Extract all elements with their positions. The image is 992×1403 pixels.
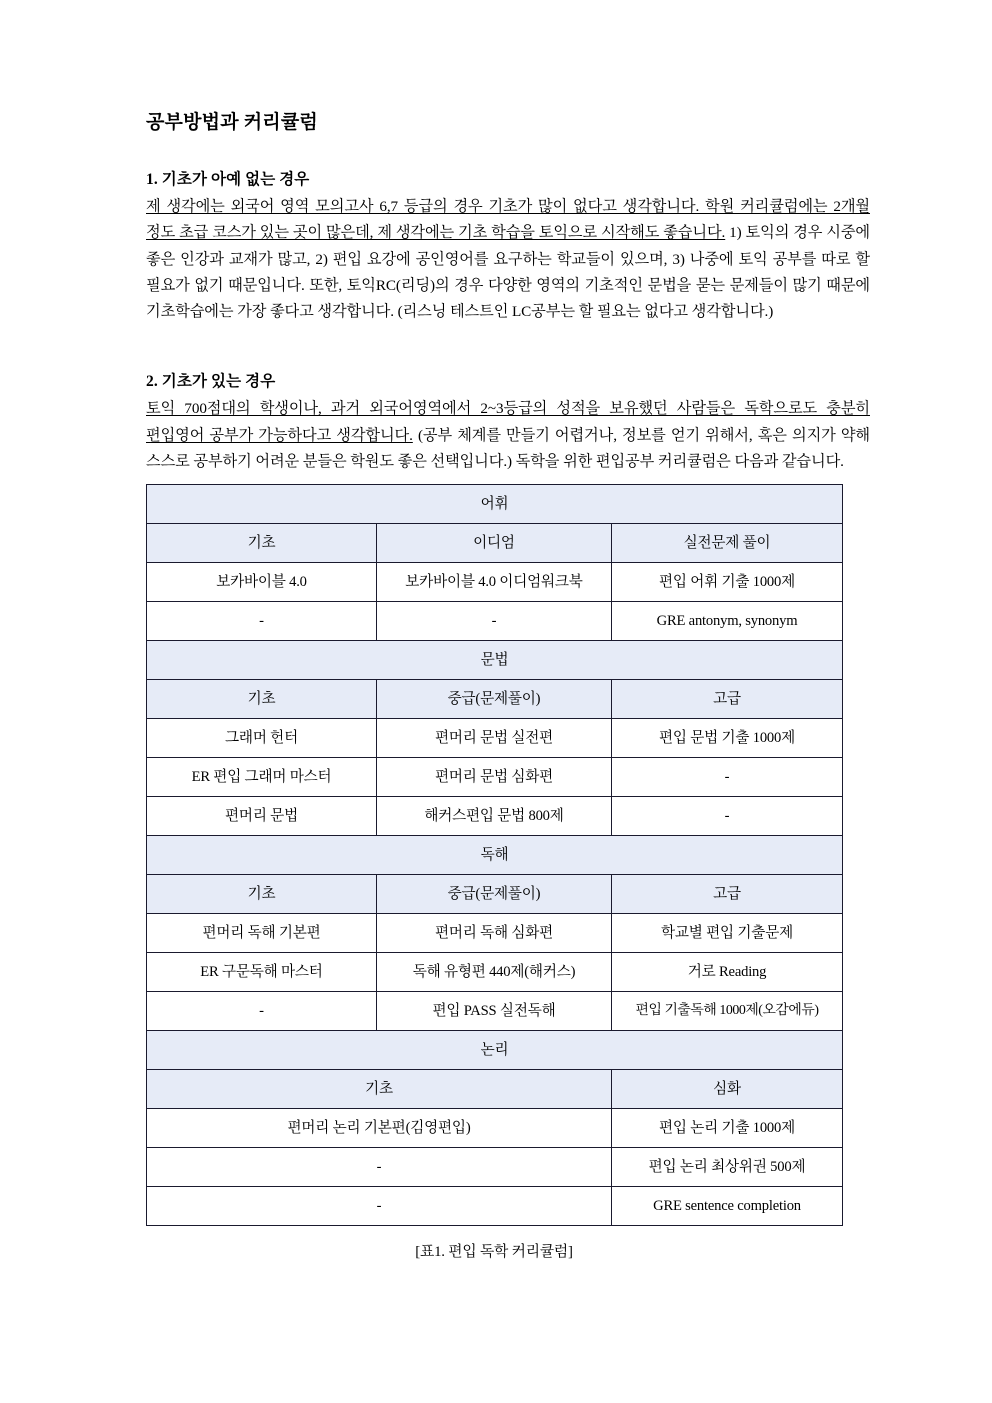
table-row (147, 796, 843, 835)
column-header: 심화 (612, 1069, 843, 1108)
band-label-logic: 논리 (147, 1030, 843, 1069)
section-paragraph-2 (146, 396, 870, 474)
table-cell: 편입 문법 기출 1000제 (612, 718, 843, 757)
table-cell: 편머리 문법 심화편 (377, 757, 612, 796)
table-cell: 해커스편입 문법 800제 (377, 796, 612, 835)
table-cell: 편입 어휘 기출 1000제 (612, 562, 843, 601)
table-row (147, 952, 843, 991)
column-header: 중급(문제풀이) (377, 679, 612, 718)
band-label-vocabulary: 어휘 (147, 484, 843, 523)
column-header: 고급 (612, 679, 843, 718)
table-cell: ER 편입 그래머 마스터 (147, 757, 377, 796)
section-2-underlined-lead: 토익 700점대의 학생이나, 과거 외국어영역에서 2~3등급의 성적을 보유했던 사람들은 독학으로도 충분히 편입영어 공부가 가능하다고 생각합니다. (146, 400, 870, 444)
column-header: 기초 (147, 1069, 612, 1108)
table-band-row (147, 484, 843, 523)
table-cell: 편입 논리 기출 1000제 (612, 1108, 843, 1147)
table-cell: 편머리 독해 기본편 (147, 913, 377, 952)
table-header-row (147, 679, 843, 718)
table-cell: 보카바이블 4.0 (147, 562, 377, 601)
table-cell: 편입 논리 최상위권 500제 (612, 1147, 843, 1186)
table-cell: GRE sentence completion (612, 1186, 843, 1225)
table-cell: - (612, 757, 843, 796)
table-header-row (147, 523, 843, 562)
column-header: 기초 (147, 679, 377, 718)
paragraph-spacer (146, 325, 870, 371)
table-row (147, 757, 843, 796)
section-heading-2: 2. 기초가 있는 경우 (146, 372, 276, 390)
table-cell: - (147, 601, 377, 640)
table-cell: 보카바이블 4.0 이디엄워크북 (377, 562, 612, 601)
table-caption: [표1. 편입 독학 커리큘럼] (415, 1243, 573, 1260)
table-cell: 그래머 헌터 (147, 718, 377, 757)
table-row (147, 718, 843, 757)
column-header: 기초 (147, 874, 377, 913)
table-cell: 편입 PASS 실전독해 (377, 991, 612, 1030)
table-cell: 학교별 편입 기출문제 (612, 913, 843, 952)
table-cell: 거로 Reading (612, 952, 843, 991)
table-header-row (147, 874, 843, 913)
table-row (147, 601, 843, 640)
column-header: 중급(문제풀이) (377, 874, 612, 913)
band-label-grammar: 문법 (147, 640, 843, 679)
table-row (147, 913, 843, 952)
table-cell: - (147, 1186, 612, 1225)
table-cell: - (377, 601, 612, 640)
table-cell: 편머리 문법 (147, 796, 377, 835)
table-row (147, 562, 843, 601)
table-row (147, 1147, 843, 1186)
table-cell: - (147, 991, 377, 1030)
page-title: 공부방법과 커리큘럼 (146, 112, 318, 133)
band-label-reading: 독해 (147, 835, 843, 874)
table-band-row (147, 835, 843, 874)
column-header: 이디엄 (377, 523, 612, 562)
section-paragraph-1 (146, 194, 870, 325)
table-cell: 편머리 문법 실전편 (377, 718, 612, 757)
table-band-row (147, 640, 843, 679)
table-row (147, 1186, 843, 1225)
section-heading-1: 1. 기초가 아예 없는 경우 (146, 170, 310, 188)
table-cell: - (147, 1147, 612, 1186)
column-header: 고급 (612, 874, 843, 913)
table-row (147, 1108, 843, 1147)
table-cell: - (612, 796, 843, 835)
table-cell: GRE antonym, synonym (612, 601, 843, 640)
section-1-rest: 1) 토익의 경우 시중에 좋은 인강과 교재가 많고, 2) 편입 요강에 공인영어를 요구하는 학교들이 있으며, 3) 나중에 토익 공부를 따로 할 필요가 없기 때문입니다. 또한, 토익RC(리딩)의 경우 다양한 영역의 기초적인 문법을 묻는 문제들이 많기 때문에 기초학습에는 가장 좋다고 생각합니다. (리스닝 테스트인 LC공부는 할 필요는 없다고 생각합니다.) (146, 224, 870, 320)
section-2-rest: (공부 체계를 만들기 어렵거나, 정보를 얻기 위해서, 혹은 의지가 약해 스스로 공부하기 어려운 분들은 학원도 좋은 선택입니다.) 독학을 위한 편입공부 커리큘럼은 다음과 같습니다. (146, 426, 870, 470)
table-cell: 독해 유형편 440제(해커스) (377, 952, 612, 991)
table-header-row (147, 1069, 843, 1108)
column-header: 기초 (147, 523, 377, 562)
column-header: 실전문제 풀이 (612, 523, 843, 562)
table-cell: 편머리 독해 심화편 (377, 913, 612, 952)
table-cell: 편머리 논리 기본편(김영편입) (147, 1108, 612, 1147)
section-1-underlined-lead: 제 생각에는 외국어 영역 모의고사 6,7 등급의 경우 기초가 많이 없다고 생각합니다. 학원 커리큘럼에는 2개월 정도 초급 코스가 있는 곳이 많은데, 제 생각에는 기초 학습을 토익으로 시작해도 좋습니다. (146, 198, 870, 242)
table-band-row (147, 1030, 843, 1069)
table-cell: 편입 기출독해 1000제(오감에듀) (612, 991, 843, 1030)
curriculum-table-body (147, 484, 843, 1225)
table-cell: ER 구문독해 마스터 (147, 952, 377, 991)
curriculum-table (146, 484, 843, 1226)
table-row (147, 991, 843, 1030)
